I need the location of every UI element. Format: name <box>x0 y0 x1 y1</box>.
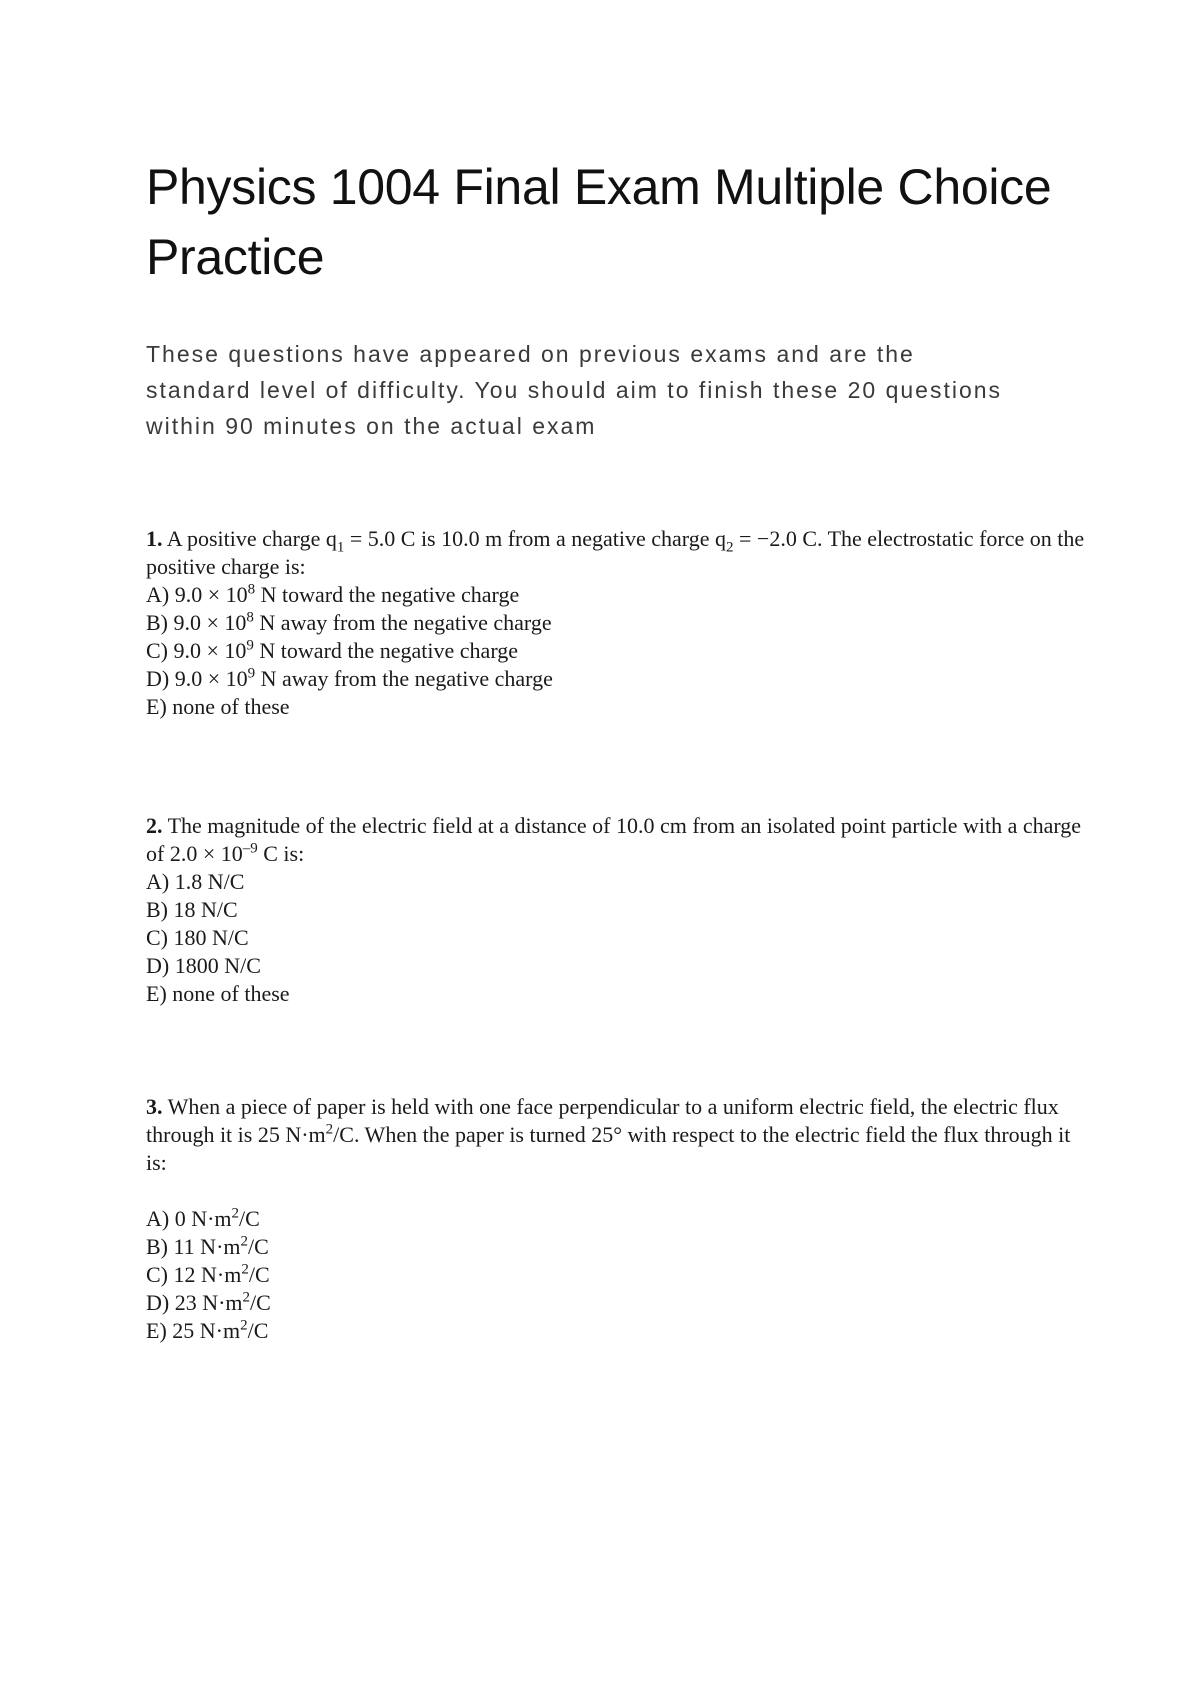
question-3 <box>146 1093 1086 1345</box>
option-text: 9.0 × 10 <box>168 610 247 635</box>
superscript: 8 <box>246 609 254 626</box>
option-text: 0 N·m <box>169 1206 232 1231</box>
question-3-stem <box>146 1093 1086 1177</box>
stem-text: = −2.0 C. The electrostatic force on the positive charge is: <box>146 526 1085 579</box>
option-text: N toward the negative charge <box>253 638 519 663</box>
option-a <box>146 1205 1086 1233</box>
superscript: 2 <box>242 1289 251 1306</box>
option-e <box>146 1317 1086 1345</box>
option-text: /C <box>250 1290 271 1315</box>
option-d <box>146 1289 1086 1317</box>
option-text: 12 N·m <box>168 1262 242 1287</box>
question-number: 3. <box>146 1094 163 1119</box>
option-text: /C <box>247 1318 269 1343</box>
option-label: B) <box>146 610 168 635</box>
option-label: D) <box>146 953 170 978</box>
stem-text: C is: <box>257 841 305 866</box>
option-d <box>146 665 1086 693</box>
superscript: 2 <box>240 1317 248 1334</box>
option-c <box>146 924 1086 952</box>
superscript: 9 <box>246 637 254 654</box>
question-number: 1. <box>146 526 163 551</box>
option-e <box>146 980 1086 1008</box>
option-a <box>146 868 1086 896</box>
option-label: E) <box>146 1318 167 1343</box>
question-2-stem <box>146 812 1086 868</box>
option-text: 25 N·m <box>166 1318 241 1343</box>
option-text: 9.0 × 10 <box>169 582 248 607</box>
option-label: C) <box>146 1262 168 1287</box>
superscript: 8 <box>247 581 256 598</box>
option-text: /C <box>239 1206 260 1231</box>
option-label: E) <box>146 981 167 1006</box>
stem-text: = 5.0 C is 10.0 m from a negative charge q <box>344 526 726 551</box>
page-title: Physics 1004 Final Exam Multiple Choice Practice <box>146 159 1052 285</box>
option-label: B) <box>146 897 168 922</box>
question-3-options <box>146 1205 1086 1345</box>
question-1 <box>146 525 1086 721</box>
option-text: N away from the negative charge <box>253 610 552 635</box>
option-label: A) <box>146 582 170 607</box>
option-text: N toward the negative charge <box>255 582 520 607</box>
spacer <box>146 1177 1086 1205</box>
option-c <box>146 637 1086 665</box>
option-label: C) <box>146 638 168 663</box>
option-d <box>146 952 1086 980</box>
option-e <box>146 693 1086 721</box>
option-label: A) <box>146 1206 170 1231</box>
option-text: 11 N·m <box>168 1234 241 1259</box>
superscript: 9 <box>247 665 256 682</box>
option-label: B) <box>146 1234 168 1259</box>
option-b <box>146 896 1086 924</box>
option-c <box>146 1261 1086 1289</box>
superscript: 2 <box>240 1233 249 1250</box>
superscript: 2 <box>325 1121 334 1138</box>
option-text: none of these <box>166 981 290 1006</box>
option-label: D) <box>146 1290 170 1315</box>
option-label: D) <box>146 666 170 691</box>
option-text: 9.0 × 10 <box>168 638 247 663</box>
option-label: E) <box>146 694 167 719</box>
question-2 <box>146 812 1086 1008</box>
option-label: A) <box>146 869 170 894</box>
subscript: 1 <box>336 539 345 556</box>
stem-text: /C. When the paper is turned 25° with respect to the electric field the flux through it is: <box>146 1122 1071 1175</box>
superscript: 2 <box>231 1205 240 1222</box>
option-text: /C <box>248 1262 270 1287</box>
option-text: 9.0 × 10 <box>169 666 248 691</box>
option-text: 180 N/C <box>168 925 249 950</box>
option-a <box>146 581 1086 609</box>
stem-text: The magnitude of the electric field at a distance of 10.0 cm from an isolated point particle with a charge of 2.0 × 10 <box>146 813 1082 866</box>
option-text: N away from the negative charge <box>255 666 553 691</box>
superscript: 2 <box>241 1261 249 1278</box>
subscript: 2 <box>726 539 734 556</box>
superscript: –9 <box>242 840 258 857</box>
option-text: 23 N·m <box>169 1290 243 1315</box>
question-1-stem <box>146 525 1086 581</box>
stem-text: A positive charge q <box>162 526 337 551</box>
option-label: C) <box>146 925 168 950</box>
option-text: 1800 N/C <box>169 953 261 978</box>
option-text: 1.8 N/C <box>169 869 245 894</box>
option-text: 18 N/C <box>168 897 238 922</box>
option-b <box>146 1233 1086 1261</box>
question-number: 2. <box>146 813 163 838</box>
stem-text: When a piece of paper is held with one face perpendicular to a uniform electric field, the electric flux through it is 25 N·m <box>146 1094 1059 1147</box>
intro-paragraph: These questions have appeared on previous exams and are the standard level of difficulty. You should aim to finish these 20 questions within 90 minutes on the actual exam <box>146 341 1003 439</box>
option-text: none of these <box>166 694 290 719</box>
option-text: /C <box>248 1234 269 1259</box>
question-1-options <box>146 581 1086 721</box>
option-b <box>146 609 1086 637</box>
question-2-options <box>146 868 1086 1008</box>
